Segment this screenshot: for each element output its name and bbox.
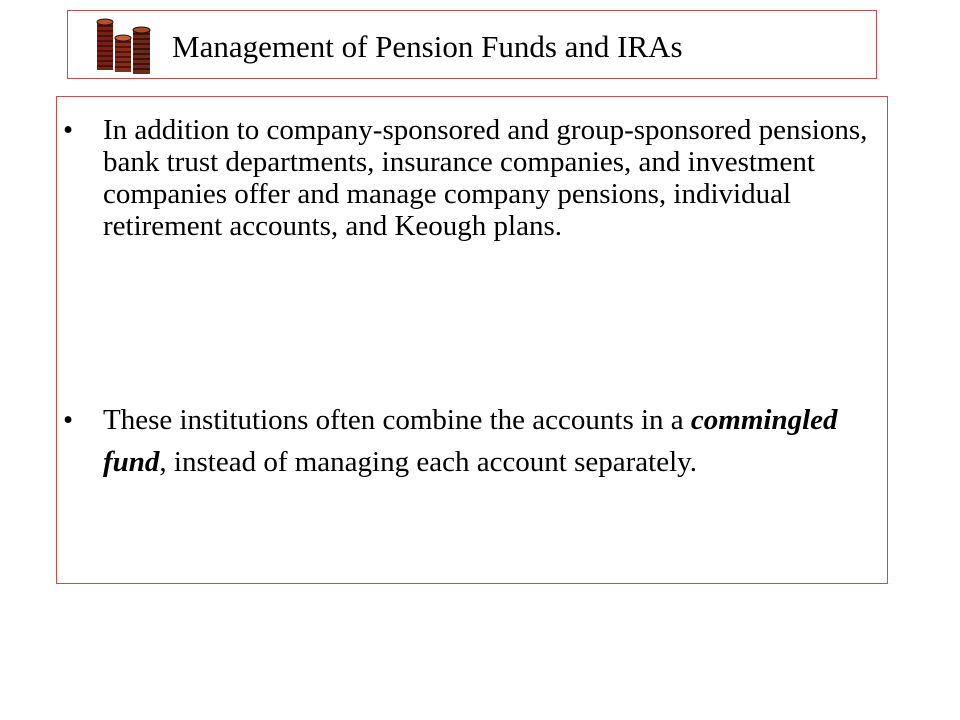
coin-stack-right [133, 27, 150, 74]
bullet-marker: • [63, 114, 74, 146]
coin-stack-left [97, 19, 113, 70]
coin-stacks-icon [95, 16, 153, 76]
bullet-item [63, 114, 873, 242]
coin-stack-middle [115, 35, 131, 72]
bullet-text: In addition to company-sponsored and group-sponsored pensions, bank trust departments, insurance companies, and investment companies offer and manage company pensions, individual retirement accounts, and Keough plans. [103, 114, 868, 242]
bullet-text [103, 399, 873, 483]
emphasized-term: commingled fund [103, 404, 838, 478]
bullet-text-after: , instead of managing each account separately. [159, 446, 698, 478]
bullet-text-before: These institutions often combine the accounts in a [103, 404, 691, 436]
bullet-marker: • [63, 404, 74, 436]
title-box [67, 10, 877, 79]
content-box [56, 96, 888, 584]
slide-title: Management of Pension Funds and IRAs [172, 29, 683, 64]
bullet-item [63, 399, 873, 483]
